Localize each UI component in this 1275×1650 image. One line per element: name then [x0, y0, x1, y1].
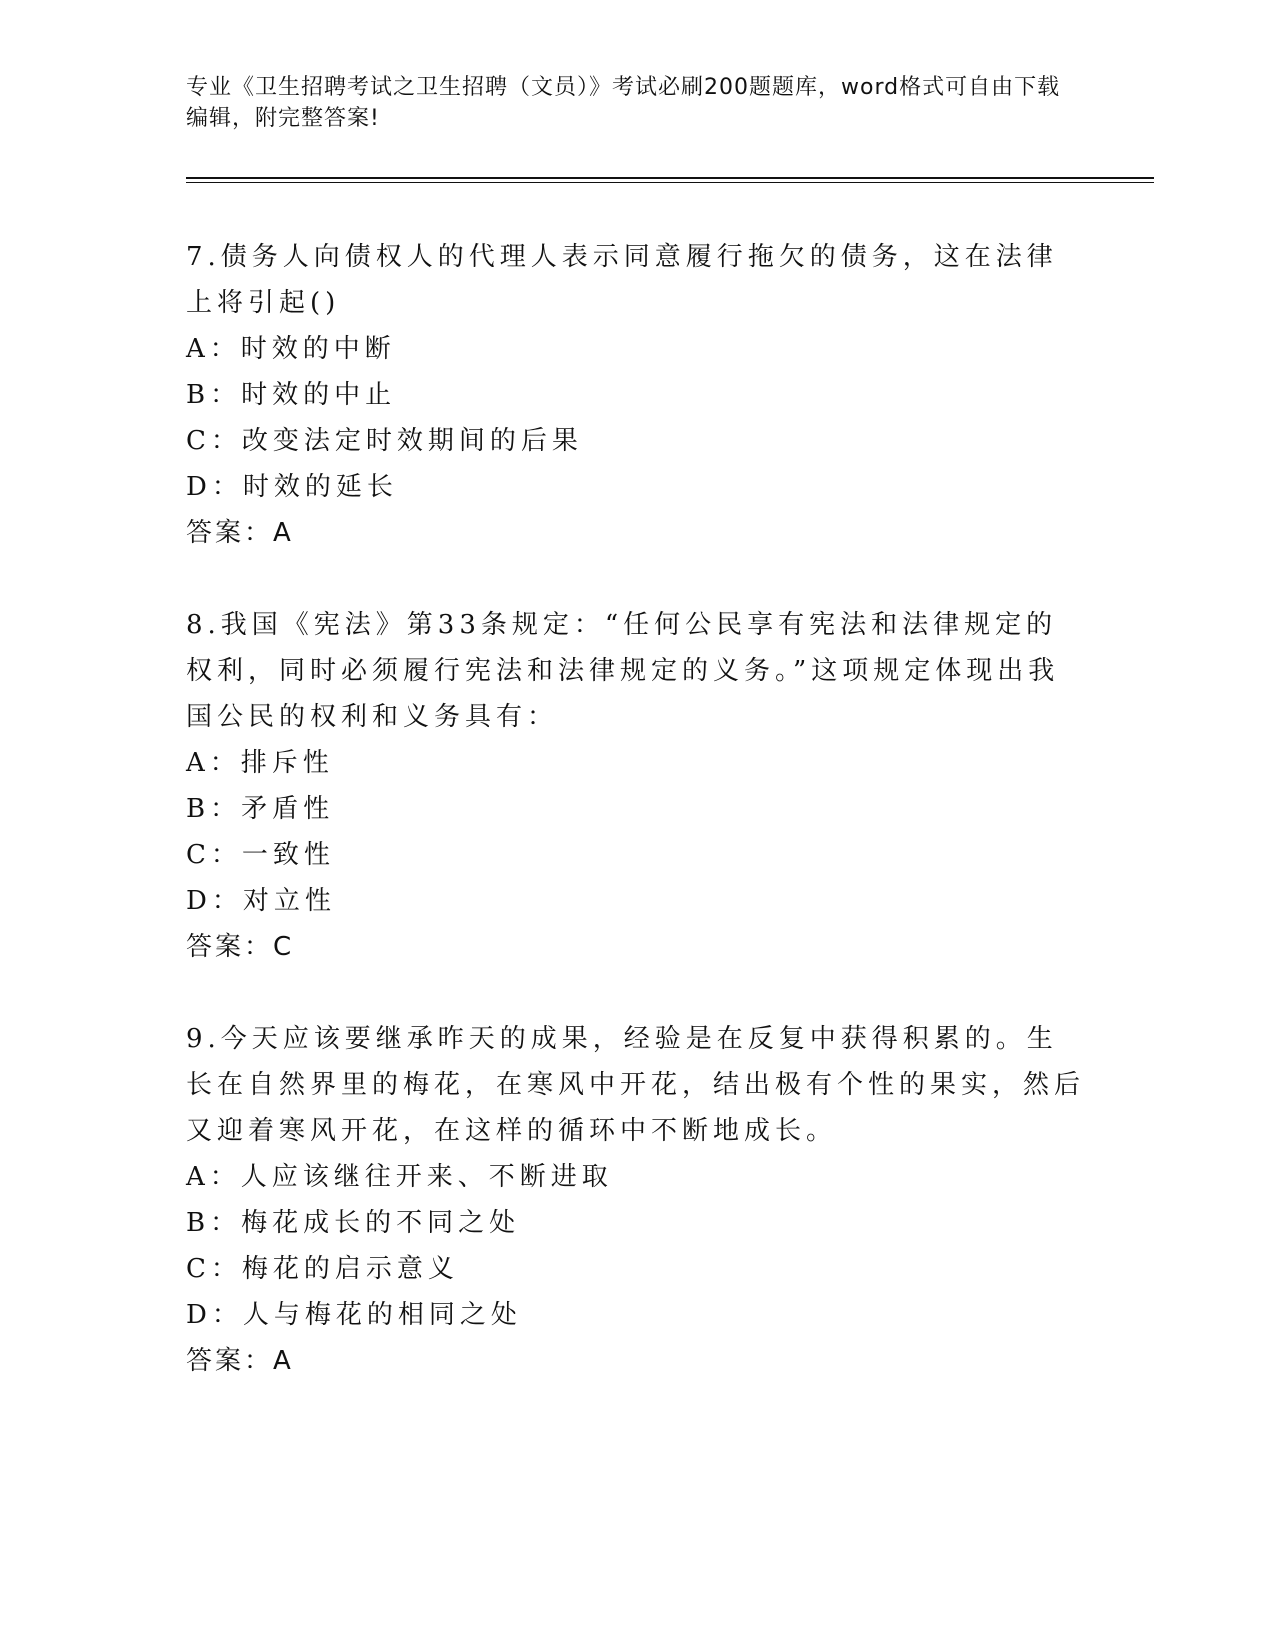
- option-a: A：排斥性: [186, 748, 334, 778]
- option-c: C：梅花的启示意义: [186, 1254, 459, 1284]
- option-b: B：矛盾性: [186, 794, 335, 824]
- answer: 答案：A: [186, 1346, 294, 1376]
- question-stem: 7.债务人向债权人的代理人表示同意履行拖欠的债务，这在法律上将引起(): [186, 242, 1058, 318]
- option-b: B：梅花成长的不同之处: [186, 1208, 521, 1238]
- header-divider: [186, 177, 1154, 179]
- answer: 答案：C: [186, 932, 295, 962]
- option-a: A：时效的中断: [186, 334, 396, 364]
- header-divider-thin: [186, 182, 1154, 183]
- option-b: B：时效的中止: [186, 380, 397, 410]
- answer: 答案：A: [186, 518, 294, 548]
- question-9: [186, 1016, 1086, 1384]
- option-c: C：一致性: [186, 840, 335, 870]
- question-7: [186, 234, 1086, 556]
- option-d: D：时效的延长: [186, 472, 398, 502]
- option-a: A：人应该继往开来、不断进取: [186, 1162, 613, 1192]
- option-d: D：对立性: [186, 886, 336, 916]
- question-8: [186, 602, 1086, 970]
- option-c: C：改变法定时效期间的后果: [186, 426, 583, 456]
- question-stem: 9.今天应该要继承昨天的成果，经验是在反复中获得积累的。生长在自然界里的梅花，在寒风中开花，结出极有个性的果实，然后又迎着寒风开花，在这样的循环中不断地成长。: [186, 1024, 1086, 1146]
- question-stem: 8.我国《宪法》第33条规定：“任何公民享有宪法和法律规定的权利，同时必须履行宪法和法律规定的义务。”这项规定体现出我国公民的权利和义务具有：: [186, 610, 1060, 732]
- document-header: 专业《卫生招聘考试之卫生招聘（文员）》考试必刷200题题库，word格式可自由下载编辑，附完整答案!: [186, 75, 1061, 131]
- option-d: D：人与梅花的相同之处: [186, 1300, 522, 1330]
